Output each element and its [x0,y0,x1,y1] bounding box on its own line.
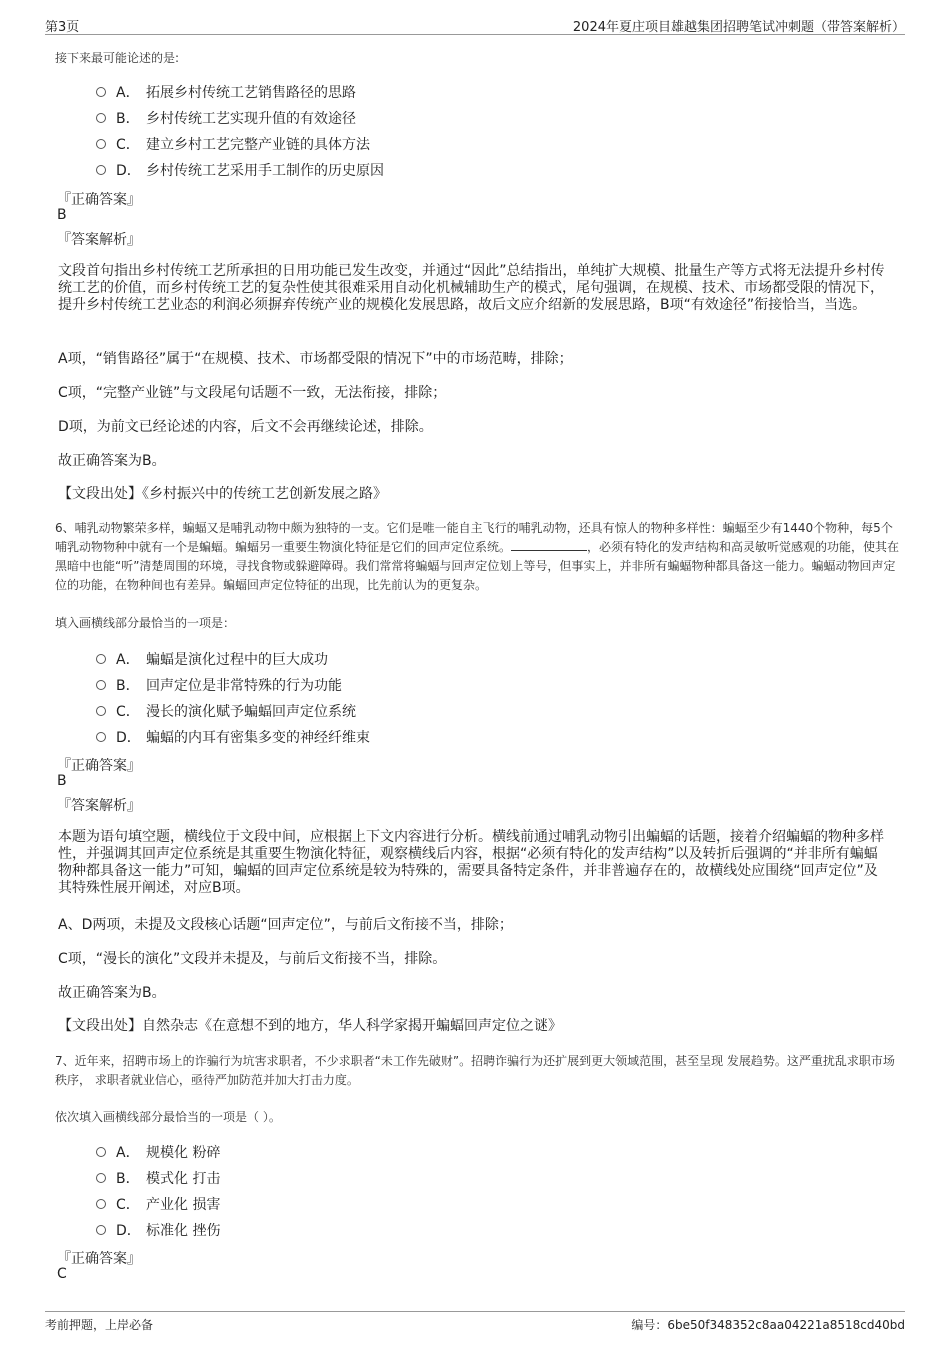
radio-icon[interactable] [96,680,106,690]
q5-analysis-c: C项，“完整产业链”与文段尾句话题不一致，无法衔接，排除； [58,385,447,401]
q5-analysis-label: 『答案解析』 [57,232,141,248]
radio-icon[interactable] [96,1199,106,1209]
q6-analysis-conclusion: 故正确答案为B。 [58,985,166,1001]
q7-answer: C [57,1266,67,1282]
q6-answer-label: 『正确答案』 [57,758,141,774]
q7-option-d[interactable]: D． 标准化 挫伤 [96,1220,220,1240]
q5-analysis-d: D项，为前文已经论述的内容，后文不会再继续论述，排除。 [58,419,433,435]
page-header [45,14,905,35]
q6-passage: 6、哺乳动物繁荣多样，蝙蝠又是哺乳动物中颇为独特的一支。它们是唯一能自主飞行的哺乳动物，还具有惊人的物种多样性：蝙蝠至少有1440个物种，每5个哺乳动物物种中就有一个是蝙蝠。蝙蝠另一重要生物演化特征是它们的回声定位系统。 ，必须有特化的发声结构和高灵敏听觉感观的功能，使其在黑暗中也能“听”清楚周围的环境，寻找食物或躲避障碍。我们常常将蝙蝠与回声定位划上等号，但事实上，并非所有蝙蝠物种都具备这一能力。蝙蝠动物回声定位的功能，在物种间也有差异。蝙蝠回声定位特征的出现，比先前认为的更复杂。 [55,521,900,592]
radio-icon[interactable] [96,706,106,716]
q6-analysis-main: 本题为语句填空题，横线位于文段中间，应根据上下文内容进行分析。横线前通过哺乳动物引出蝙蝠的话题，接着介绍蝙蝠的物种多样性，并强调其回声定位系统是其重要生物演化特征，观察横线后内容，根据“必须有特化的发声结构”以及转折后强调的“并非所有蝙蝠物种都具备这一能力”可知，蝙蝠的回声定位系统是较为特殊的，需要具备特定条件，并非普遍存在的，故横线处应围绕“回声定位”及其特殊性展开阐述，对应B项。 [58,829,884,896]
q6-option-c[interactable]: C． 漫长的演化赋予蝙蝠回声定位系统 [96,701,356,721]
q6-prompt: 填入画横线部分最恰当的一项是： [55,616,236,630]
q5-option-d[interactable]: D． 乡村传统工艺采用手工制作的历史原因 [96,160,384,180]
q6-source: 【文段出处】自然杂志《在意想不到的地方，华人科学家揭开蝙蝠回声定位之谜》 [58,1018,562,1034]
fill-blank [511,538,587,551]
radio-icon[interactable] [96,165,106,175]
q5-option-c[interactable]: C． 建立乡村工艺完整产业链的具体方法 [96,134,370,154]
radio-icon[interactable] [96,1225,106,1235]
q7-option-a[interactable]: A． 规模化 粉碎 [96,1142,220,1162]
radio-icon[interactable] [96,1147,106,1157]
page-footer [45,1311,905,1334]
q6-option-b[interactable]: B． 回声定位是非常特殊的行为功能 [96,675,342,695]
q6-option-a[interactable]: A． 蝙蝠是演化过程中的巨大成功 [96,649,328,669]
footer-slogan: 考前押题，上岸必备 [45,1318,154,1332]
page-number: 第3页 [45,20,80,35]
q5-answer: B [57,207,67,223]
q7-passage: 7、近年来，招聘市场上的诈骗行为坑害求职者，不少求职者“未工作先破财”。招聘诈骗行为还扩展到更大领域范围，甚至呈现 发展趋势。这严重扰乱求职市场秩序， 求职者就业信心，亟待严加防范并加大打击力度。 [55,1054,895,1087]
radio-icon[interactable] [96,139,106,149]
q5-answer-label: 『正确答案』 [57,192,141,208]
q5-analysis-main: 文段首句指出乡村传统工艺所承担的日用功能已发生改变，并通过“因此”总结指出，单纯扩大规模、批量生产等方式将无法提升乡村传统工艺的价值，而乡村传统工艺的复杂性使其很难采用自动化机械辅助生产的模式，尾句强调，在规模、技术、市场都受限的情况下，提升乡村传统工艺业态的利润必须摒弃传统产业的规模化发展思路，故后文应介绍新的发展思路，B项“有效途径”衔接恰当，当选。 [58,263,885,313]
radio-icon[interactable] [96,1173,106,1183]
q5-option-b[interactable]: B． 乡村传统工艺实现升值的有效途径 [96,108,356,128]
q5-option-a[interactable]: A． 拓展乡村传统工艺销售路径的思路 [96,82,356,102]
radio-icon[interactable] [96,87,106,97]
q5-source: 【文段出处】《乡村振兴中的传统工艺创新发展之路》 [58,486,387,502]
q5-analysis-conclusion: 故正确答案为B。 [58,453,166,469]
q6-analysis-label: 『答案解析』 [57,798,141,814]
q5-prompt: 接下来最可能论述的是: [55,51,180,65]
document-title: 2024年夏庄项目雄越集团招聘笔试冲刺题（带答案解析） [572,20,905,35]
q7-option-c[interactable]: C． 产业化 损害 [96,1194,220,1214]
radio-icon[interactable] [96,732,106,742]
radio-icon[interactable] [96,654,106,664]
document-code: 编号：6be50f348352c8aa04221a8518cd40bd [631,1318,905,1332]
radio-icon[interactable] [96,113,106,123]
q6-answer: B [57,773,67,789]
q6-analysis-ad: A、D两项，未提及文段核心话题“回声定位”，与前后文衔接不当，排除； [58,917,513,933]
q5-analysis-a: A项，“销售路径”属于“在规模、技术、市场都受限的情况下”中的市场范畴，排除； [58,351,573,367]
q7-answer-label: 『正确答案』 [57,1251,141,1267]
q6-option-d[interactable]: D． 蝙蝠的内耳有密集多变的神经纤维束 [96,727,370,747]
q6-analysis-c: C项，“漫长的演化”文段并未提及，与前后文衔接不当，排除。 [58,951,447,967]
q7-option-b[interactable]: B． 模式化 打击 [96,1168,220,1188]
q7-prompt: 依次填入画横线部分最恰当的一项是（ ）。 [55,1110,281,1124]
